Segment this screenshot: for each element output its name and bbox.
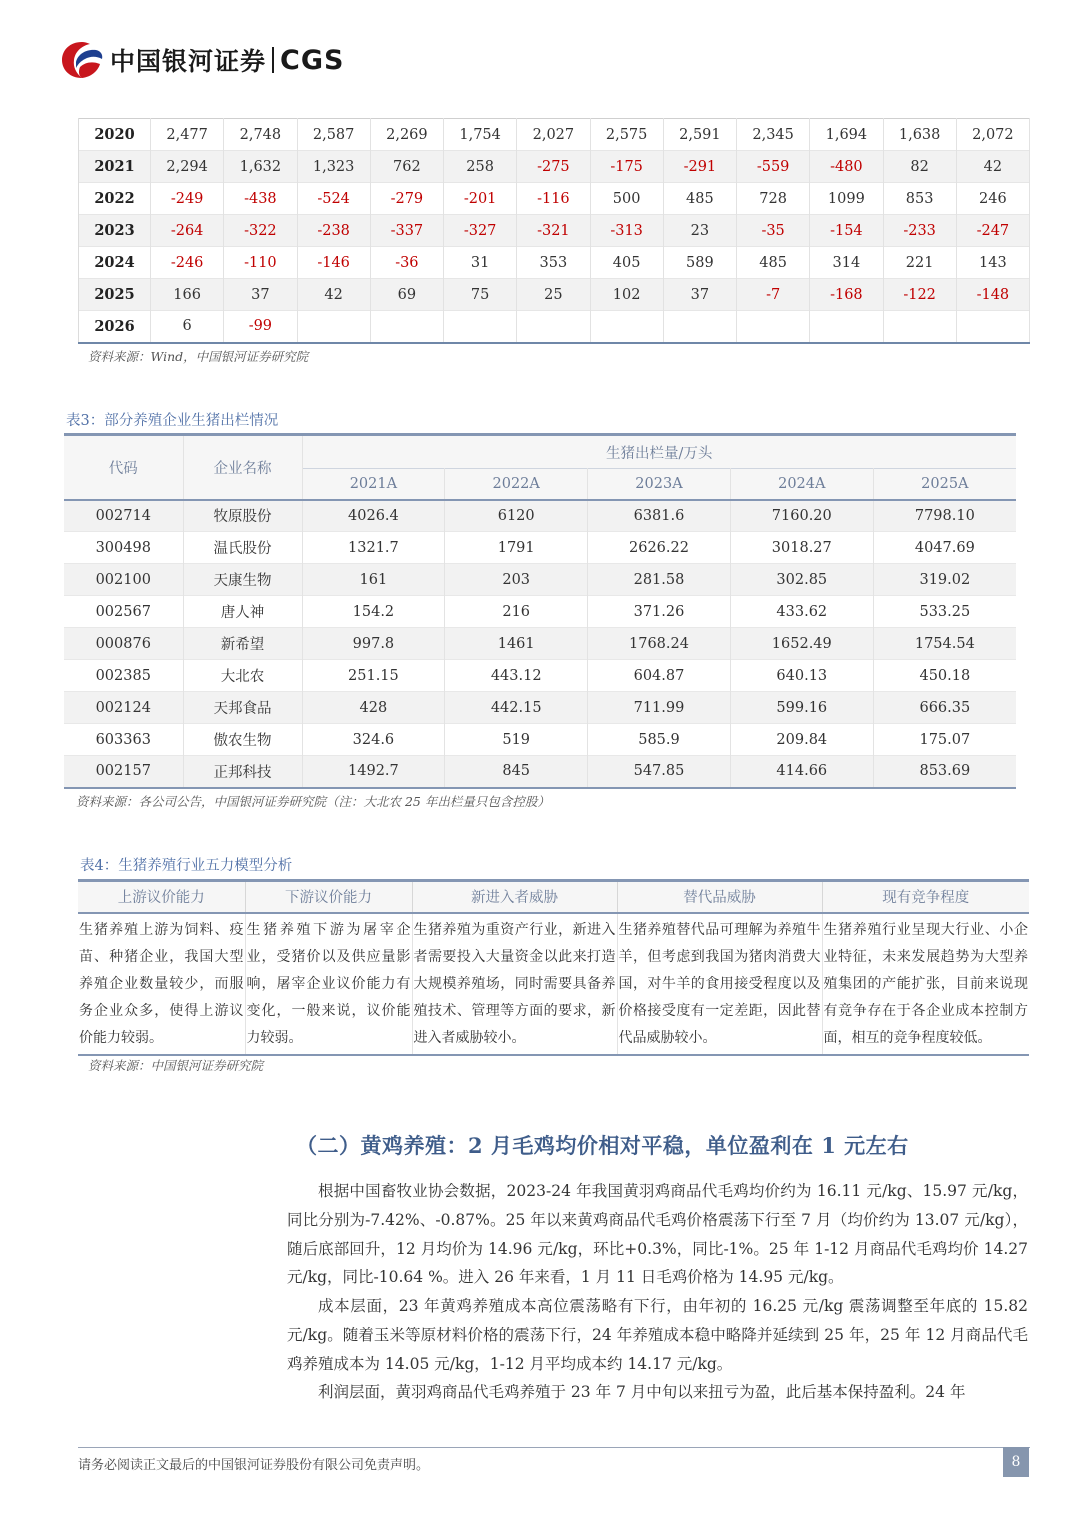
table-row xyxy=(79,183,1030,215)
output-cell: 216 xyxy=(445,596,588,628)
output-cell: 604.87 xyxy=(588,660,731,692)
output-cell: 3018.27 xyxy=(730,532,873,564)
value-cell: 37 xyxy=(663,279,736,311)
output-cell: 433.62 xyxy=(730,596,873,628)
value-cell: -322 xyxy=(224,215,297,247)
value-cell: 2,269 xyxy=(370,119,443,151)
value-cell: -275 xyxy=(517,151,590,183)
value-cell: -291 xyxy=(663,151,736,183)
year-header: 2025A xyxy=(873,469,1016,500)
value-cell: -154 xyxy=(810,215,883,247)
value-cell: 1,638 xyxy=(883,119,956,151)
force-header: 下游议价能力 xyxy=(245,881,412,913)
output-cell: 640.13 xyxy=(730,660,873,692)
value-cell: -110 xyxy=(224,247,297,279)
output-cell: 371.26 xyxy=(588,596,731,628)
output-cell: 324.6 xyxy=(302,724,445,756)
table-row xyxy=(79,279,1030,311)
value-cell: -116 xyxy=(517,183,590,215)
table-row xyxy=(64,660,1016,692)
table3-title: 表3：部分养殖企业生猪出栏情况 xyxy=(66,413,279,429)
value-cell: 31 xyxy=(444,247,517,279)
output-cell: 302.85 xyxy=(730,564,873,596)
force-header: 现有竞争程度 xyxy=(822,881,1029,913)
year-header: 2021A xyxy=(302,469,445,500)
output-cell: 251.15 xyxy=(302,660,445,692)
year-cell: 2021 xyxy=(79,151,151,183)
table-row xyxy=(79,119,1030,151)
value-cell: -238 xyxy=(297,215,370,247)
cgs-logo-icon xyxy=(60,40,104,80)
output-cell: 519 xyxy=(445,724,588,756)
output-cell: 1768.24 xyxy=(588,628,731,660)
table-row xyxy=(79,311,1030,343)
value-cell: -122 xyxy=(883,279,956,311)
value-cell: -175 xyxy=(590,151,663,183)
value-cell: 500 xyxy=(590,183,663,215)
table-row xyxy=(64,532,1016,564)
value-cell xyxy=(737,311,810,343)
value-cell: 2,587 xyxy=(297,119,370,151)
company-name-cell: 傲农生物 xyxy=(183,724,302,756)
year-cell: 2024 xyxy=(79,247,151,279)
force-header: 上游议价能力 xyxy=(78,881,245,913)
value-cell: 314 xyxy=(810,247,883,279)
output-cell: 599.16 xyxy=(730,692,873,724)
output-cell: 6381.6 xyxy=(588,500,731,532)
value-cell: -480 xyxy=(810,151,883,183)
header-company-name: 企业名称 xyxy=(183,435,302,500)
force-header: 替代品威胁 xyxy=(617,881,822,913)
force-description: 生猪养殖上游为饲料、疫苗、种猪企业，我国大型养殖企业数量较少，而服务企业众多，使得上游议价能力较弱。 xyxy=(78,913,245,1055)
table-row xyxy=(79,247,1030,279)
value-cell: -279 xyxy=(370,183,443,215)
value-cell: 75 xyxy=(444,279,517,311)
value-cell xyxy=(810,311,883,343)
output-cell: 161 xyxy=(302,564,445,596)
output-cell: 4026.4 xyxy=(302,500,445,532)
output-cell: 1492.7 xyxy=(302,756,445,788)
value-cell: -438 xyxy=(224,183,297,215)
force-header: 新进入者威胁 xyxy=(412,881,617,913)
pig-output-table xyxy=(64,433,1016,789)
value-cell: -36 xyxy=(370,247,443,279)
force-description: 生猪养殖下游为屠宰企业，受猪价以及供应量影响，屠宰企业议价能力有变化，一般来说，议价能力较弱。 xyxy=(245,913,412,1055)
value-cell: -264 xyxy=(151,215,224,247)
value-cell: 2,591 xyxy=(663,119,736,151)
output-cell: 547.85 xyxy=(588,756,731,788)
value-cell xyxy=(883,311,956,343)
value-cell: 143 xyxy=(956,247,1029,279)
value-cell xyxy=(297,311,370,343)
table-row xyxy=(64,596,1016,628)
output-cell: 1754.54 xyxy=(873,628,1016,660)
value-cell: 69 xyxy=(370,279,443,311)
value-cell: 1,754 xyxy=(444,119,517,151)
force-description: 生猪养殖为重资产行业，新进入者需要投入大量资金以此来打造大规模养殖场，同时需要具备养殖技术、管理等方面的要求，新进入者威胁较小。 xyxy=(412,913,617,1055)
value-cell: -35 xyxy=(737,215,810,247)
value-cell: -313 xyxy=(590,215,663,247)
table-row xyxy=(64,692,1016,724)
value-cell: 1,323 xyxy=(297,151,370,183)
value-cell xyxy=(517,311,590,343)
output-cell: 997.8 xyxy=(302,628,445,660)
logo-separator xyxy=(272,47,274,73)
value-cell: 2,477 xyxy=(151,119,224,151)
value-cell xyxy=(590,311,663,343)
table3-source: 资料来源：各公司公告，中国银河证券研究院（注：大北农 25 年出栏量只包含控股） xyxy=(76,794,550,809)
section-heading: （二）黄鸡养殖：2 月毛鸡均价相对平稳，单位盈利在 1 元左右 xyxy=(296,1133,909,1158)
output-cell: 1461 xyxy=(445,628,588,660)
company-logo xyxy=(60,38,344,82)
output-cell: 319.02 xyxy=(873,564,1016,596)
table-row xyxy=(64,756,1016,788)
force-description: 生猪养殖行业呈现大行业、小企业特征，未来发展趋势为大型养殖集团的产能扩张，目前来说现有竞争存在于各企业成本控制方面，相互的竞争程度较低。 xyxy=(823,921,1028,1046)
year-header: 2024A xyxy=(730,469,873,500)
value-cell: -233 xyxy=(883,215,956,247)
value-cell: 762 xyxy=(370,151,443,183)
monthly-profit-table xyxy=(78,118,1030,344)
output-cell: 711.99 xyxy=(588,692,731,724)
paragraph-cost: 成本层面，23 年黄鸡养殖成本高位震荡略有下行，由年初的 16.25 元/kg 震荡调整至年底的 15.82 元/kg。随着玉米等原材料价格的震荡下行，24 年养殖成本稳中略降并延续到 25 年，25 年 12 月商品代毛鸡养殖成本为 14.05 元/kg，1-12 月平均成本约 14.17 元/kg。 xyxy=(287,1297,1028,1373)
company-name-cell: 正邦科技 xyxy=(183,756,302,788)
output-cell: 7160.20 xyxy=(730,500,873,532)
output-cell: 845 xyxy=(445,756,588,788)
value-cell: 2,294 xyxy=(151,151,224,183)
value-cell: -168 xyxy=(810,279,883,311)
value-cell: 353 xyxy=(517,247,590,279)
value-cell: -321 xyxy=(517,215,590,247)
value-cell: 405 xyxy=(590,247,663,279)
code-cell: 603363 xyxy=(64,724,183,756)
output-cell: 1652.49 xyxy=(730,628,873,660)
output-cell: 6120 xyxy=(445,500,588,532)
output-cell: 1791 xyxy=(445,532,588,564)
output-cell: 442.15 xyxy=(445,692,588,724)
value-cell: -201 xyxy=(444,183,517,215)
output-cell: 2626.22 xyxy=(588,532,731,564)
output-cell: 7798.10 xyxy=(873,500,1016,532)
value-cell: 728 xyxy=(737,183,810,215)
value-cell: 589 xyxy=(663,247,736,279)
value-cell: -99 xyxy=(224,311,297,343)
output-cell: 428 xyxy=(302,692,445,724)
value-cell: -247 xyxy=(956,215,1029,247)
value-cell: 166 xyxy=(151,279,224,311)
logo-chinese-text: 中国银河证券 xyxy=(110,47,267,76)
value-cell: 485 xyxy=(663,183,736,215)
paragraph-price: 根据中国畜牧业协会数据，2023-24 年我国黄羽鸡商品代毛鸡均价约为 16.11 元/kg、15.97 元/kg，同比分别为-7.42%、-0.87%。25 年以来黄鸡商品代毛鸡价格震荡下行至 7 月（均价约为 13.07 元/kg），随后底部回升，12 月均价为 14.96 元/kg，环比+0.3%，同比-1%。25 年 1-12 月商品代毛鸡均价 14.27 元/kg，同比-10.64 %。进入 26 年来看，1 月 11 日毛鸡价格为 14.95 元/kg。 xyxy=(287,1182,1028,1287)
output-cell: 4047.69 xyxy=(914,539,975,556)
value-cell: 2,072 xyxy=(956,119,1029,151)
output-cell: 1321.7 xyxy=(302,532,445,564)
value-cell: 1,694 xyxy=(810,119,883,151)
table-row xyxy=(79,215,1030,247)
value-cell: 2,027 xyxy=(517,119,590,151)
company-name-cell: 大北农 xyxy=(183,660,302,692)
value-cell: -249 xyxy=(151,183,224,215)
company-name-cell: 天康生物 xyxy=(183,564,302,596)
output-cell: 209.84 xyxy=(730,724,873,756)
value-cell: 25 xyxy=(517,279,590,311)
value-cell xyxy=(956,311,1029,343)
output-cell: 450.18 xyxy=(919,667,971,684)
value-cell: -146 xyxy=(297,247,370,279)
value-cell xyxy=(663,311,736,343)
value-cell: -246 xyxy=(151,247,224,279)
code-cell: 002714 xyxy=(64,500,183,532)
table1-source: 资料来源：Wind，中国银河证券研究院 xyxy=(88,349,309,364)
code-cell: 002124 xyxy=(64,692,183,724)
output-cell: 533.25 xyxy=(919,603,971,620)
value-cell: -337 xyxy=(370,215,443,247)
value-cell: 221 xyxy=(883,247,956,279)
value-cell: 82 xyxy=(883,151,956,183)
output-cell: 853.69 xyxy=(873,756,1016,788)
company-name-cell: 新希望 xyxy=(183,628,302,660)
value-cell: 6 xyxy=(151,311,224,343)
table4-title: 表4：生猪养殖行业五力模型分析 xyxy=(80,858,293,874)
table4-source: 资料来源：中国银河证券研究院 xyxy=(88,1058,264,1073)
value-cell: 485 xyxy=(737,247,810,279)
output-cell: 443.12 xyxy=(445,660,588,692)
value-cell: -7 xyxy=(737,279,810,311)
five-forces-table xyxy=(78,879,1029,1056)
code-cell: 000876 xyxy=(64,628,183,660)
year-cell: 2025 xyxy=(79,279,151,311)
page-number: 8 xyxy=(1003,1447,1029,1477)
output-cell: 585.9 xyxy=(588,724,731,756)
year-cell: 2022 xyxy=(79,183,151,215)
year-cell: 2020 xyxy=(79,119,151,151)
value-cell: 1,632 xyxy=(224,151,297,183)
output-cell: 666.35 xyxy=(873,692,1016,724)
year-header: 2022A xyxy=(445,469,588,500)
value-cell: -559 xyxy=(737,151,810,183)
footer-divider xyxy=(78,1447,1030,1448)
table-row xyxy=(64,628,1016,660)
table-row xyxy=(64,500,1016,532)
output-cell: 203 xyxy=(445,564,588,596)
output-cell: 154.2 xyxy=(302,596,445,628)
paragraph-profit: 利润层面，黄羽鸡商品代毛鸡养殖于 23 年 7 月中旬以来扭亏为盈，此后基本保持盈利。24 年 xyxy=(318,1383,966,1401)
year-header: 2023A xyxy=(588,469,731,500)
value-cell: -148 xyxy=(956,279,1029,311)
code-cell: 002567 xyxy=(64,596,183,628)
company-name-cell: 温氏股份 xyxy=(183,532,302,564)
table-row xyxy=(64,564,1016,596)
value-cell xyxy=(444,311,517,343)
value-cell: 1099 xyxy=(810,183,883,215)
year-cell: 2023 xyxy=(79,215,151,247)
company-name-cell: 牧原股份 xyxy=(183,500,302,532)
header-code: 代码 xyxy=(64,435,183,500)
value-cell: -524 xyxy=(297,183,370,215)
value-cell xyxy=(370,311,443,343)
value-cell: 37 xyxy=(224,279,297,311)
year-cell: 2026 xyxy=(79,311,151,343)
code-cell: 002385 xyxy=(64,660,183,692)
value-cell: 102 xyxy=(590,279,663,311)
value-cell: 42 xyxy=(956,151,1029,183)
company-name-cell: 唐人神 xyxy=(183,596,302,628)
value-cell: 853 xyxy=(883,183,956,215)
code-cell: 002157 xyxy=(64,756,183,788)
value-cell: 42 xyxy=(297,279,370,311)
force-description: 生猪养殖替代品可理解为养殖牛羊，但考虑到我国为猪肉消费大国，对牛羊的食用接受程度以及价格接受度有一定差距，因此替代品威胁较小。 xyxy=(617,913,822,1055)
code-cell: 002100 xyxy=(64,564,183,596)
value-cell: 246 xyxy=(956,183,1029,215)
code-cell: 300498 xyxy=(64,532,183,564)
value-cell: 2,575 xyxy=(590,119,663,151)
header-output-group: 生猪出栏量/万头 xyxy=(302,435,1016,469)
footer-disclaimer: 请务必阅读正文最后的中国银河证券股份有限公司免责声明。 xyxy=(78,1458,430,1473)
logo-english-text: CGS xyxy=(280,44,345,76)
value-cell: 258 xyxy=(444,151,517,183)
value-cell: 23 xyxy=(663,215,736,247)
output-cell: 281.58 xyxy=(588,564,731,596)
output-cell: 414.66 xyxy=(730,756,873,788)
company-name-cell: 天邦食品 xyxy=(183,692,302,724)
value-cell: -327 xyxy=(444,215,517,247)
table-row xyxy=(64,724,1016,756)
output-cell: 175.07 xyxy=(919,731,971,748)
table-row xyxy=(79,151,1030,183)
value-cell: 2,345 xyxy=(737,119,810,151)
value-cell: 2,748 xyxy=(224,119,297,151)
